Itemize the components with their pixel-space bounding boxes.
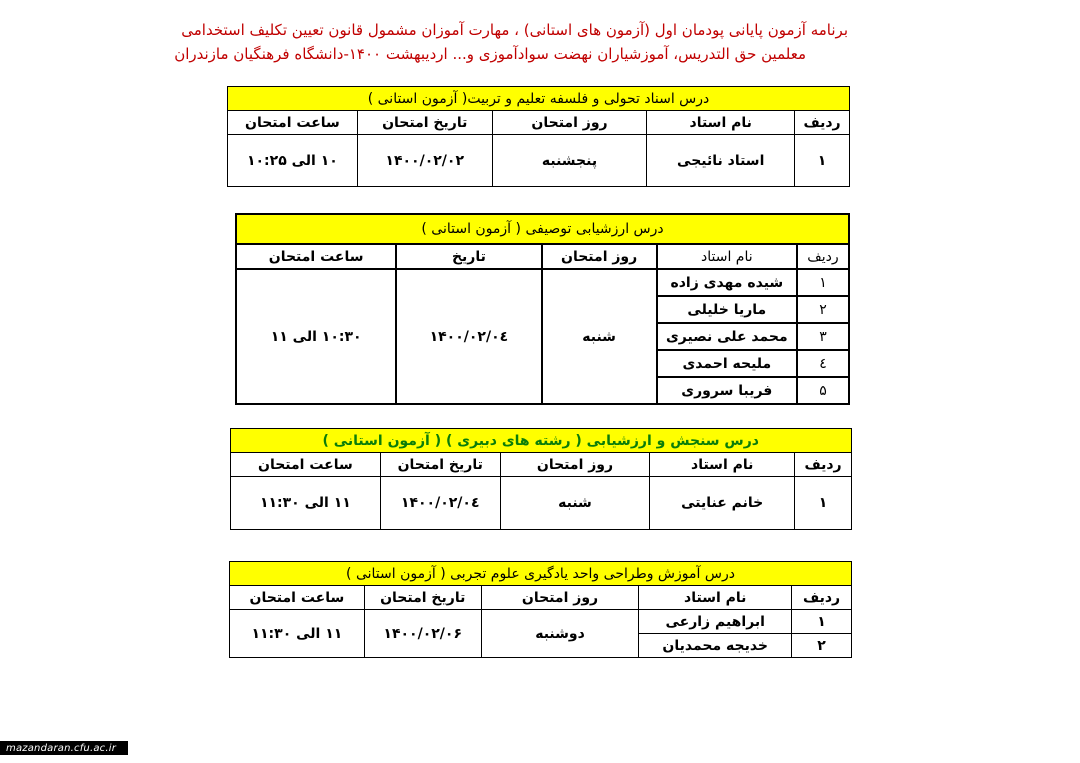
exam-day: پنجشنبه (492, 135, 647, 187)
table-row (236, 269, 849, 296)
table-row (228, 135, 850, 187)
exam-date: ۱۴۰۰/۰۲/۰٤ (396, 269, 541, 404)
col-header-teacher: نام استاد (647, 111, 795, 135)
row-number: ۱ (795, 135, 850, 187)
exam-table-3 (230, 428, 852, 530)
col-header-day: روز امتحان (542, 244, 657, 269)
footer-site-link[interactable]: mazandaran.cfu.ac.ir (6, 743, 117, 754)
col-header-time: ساعت امتحان (228, 111, 358, 135)
col-header-day: روز امتحان (481, 586, 639, 610)
exam-day: دوشنبه (481, 610, 639, 658)
teacher-name: خانم عنایتی (650, 477, 795, 530)
col-header-date: تاریخ امتحان (380, 453, 500, 477)
exam-table-4 (229, 561, 852, 658)
row-number: ۵ (797, 377, 849, 404)
exam-day: شنبه (542, 269, 657, 404)
exam-time: ۱۰ الی ۱۰:۲۵ (228, 135, 358, 187)
col-header-day: روز امتحان (500, 453, 650, 477)
teacher-name: ابراهیم زارعی (639, 610, 792, 634)
col-header-row-number: ردیف (797, 244, 849, 269)
col-header-time: ساعت امتحان (230, 586, 365, 610)
exam-time: ۱۰:۳۰ الی ۱۱ (236, 269, 396, 404)
row-number: ۱ (792, 610, 852, 634)
col-header-teacher: نام استاد (657, 244, 797, 269)
table-row (231, 477, 852, 530)
col-header-date: تاریخ امتحان (364, 586, 481, 610)
exam-date: ۱۴۰۰/۰۲/۰۶ (364, 610, 481, 658)
teacher-name: استاد نائیجی (647, 135, 795, 187)
teacher-name: ملیحه احمدی (657, 350, 797, 377)
teacher-name: فریبا سروری (657, 377, 797, 404)
table-row (230, 610, 852, 634)
col-header-day: روز امتحان (492, 111, 647, 135)
table-title: درس ارزشیابی توصیفی ( آزمون استانی ) (236, 214, 849, 244)
row-number: ۳ (797, 323, 849, 350)
teacher-name: ماریا خلیلی (657, 296, 797, 323)
col-header-teacher: نام استاد (639, 586, 792, 610)
col-header-time: ساعت امتحان (231, 453, 381, 477)
table-title: درس سنجش و ارزشیابی ( رشته های دبیری ) ( آزمون استانی ) (231, 429, 852, 453)
col-header-row-number: ردیف (795, 111, 850, 135)
teacher-name: خدیجه محمدیان (639, 634, 792, 658)
exam-time: ۱۱ الی ۱۱:۳۰ (231, 477, 381, 530)
row-number: ٤ (797, 350, 849, 377)
page-header (88, 18, 848, 66)
row-number: ۲ (797, 296, 849, 323)
header-line-1: برنامه آزمون پایانی پودمان اول (آزمون های استانی) ، مهارت آموزان مشمول قانون تعیین تکلیف استخدامی (181, 21, 848, 39)
teacher-name: شیده مهدی زاده (657, 269, 797, 296)
table-title: درس اسناد تحولی و فلسفه تعلیم و تربیت( آزمون استانی ) (228, 87, 850, 111)
col-header-row-number: ردیف (795, 453, 852, 477)
col-header-teacher: نام استاد (650, 453, 795, 477)
col-header-row-number: ردیف (792, 586, 852, 610)
col-header-time: ساعت امتحان (236, 244, 396, 269)
exam-date: ۱۴۰۰/۰۲/۰۲ (357, 135, 492, 187)
teacher-name: محمد علی نصیری (657, 323, 797, 350)
col-header-date: تاریخ امتحان (357, 111, 492, 135)
exam-day: شنبه (500, 477, 650, 530)
header-line-2: معلمین حق التدریس، آموزشیاران نهضت سوادآموزی و... اردیبهشت ۱۴۰۰-دانشگاه فرهنگیان مازندران (174, 45, 806, 63)
row-number: ۱ (795, 477, 852, 530)
table-title: درس آموزش وطراحی واحد یادگیری علوم تجربی ( آزمون استانی ) (230, 562, 852, 586)
exam-time: ۱۱ الی ۱۱:۳۰ (230, 610, 365, 658)
exam-table-1 (227, 86, 850, 187)
exam-table-2 (235, 213, 850, 405)
exam-date: ۱۴۰۰/۰۲/۰٤ (380, 477, 500, 530)
row-number: ۲ (792, 634, 852, 658)
col-header-date: تاریخ (396, 244, 541, 269)
row-number: ۱ (797, 269, 849, 296)
